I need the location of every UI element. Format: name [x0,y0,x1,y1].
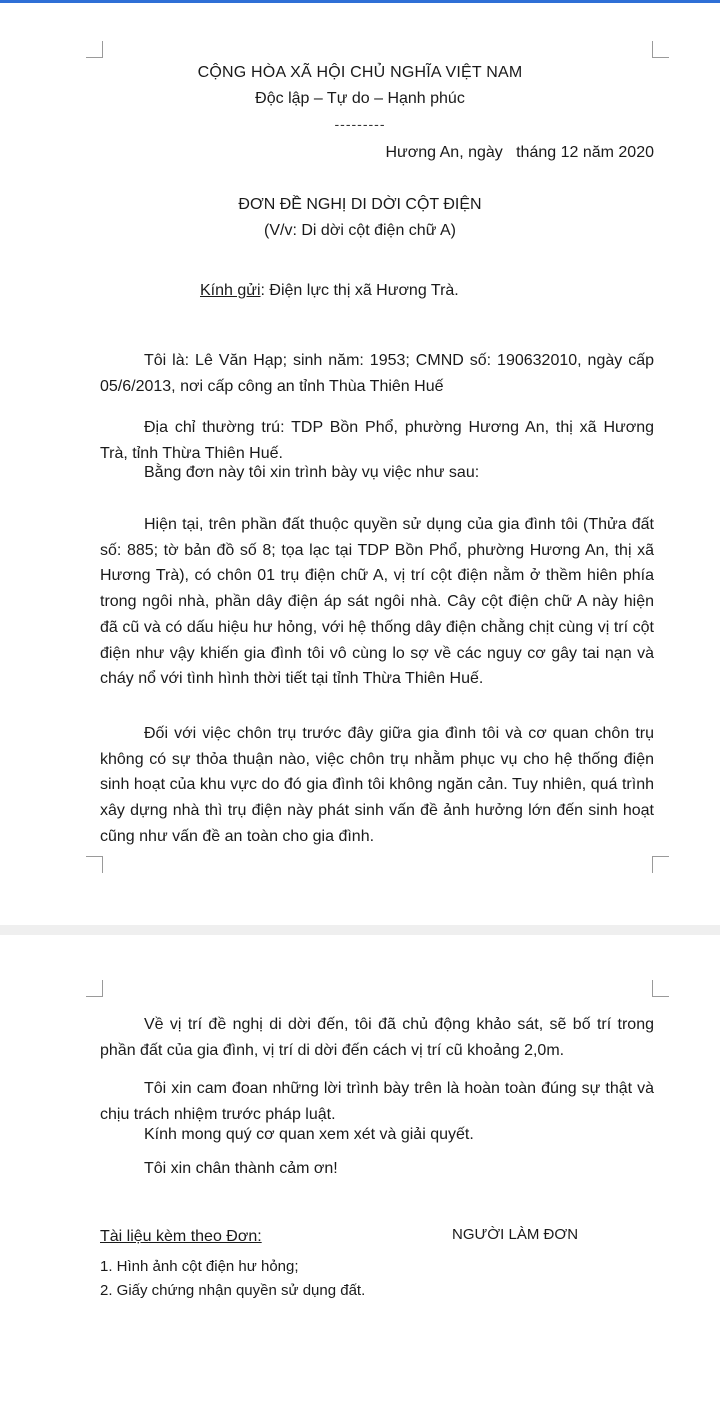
recipient-line [200,282,459,300]
signer-label: NGƯỜI LÀM ĐƠN [452,1226,579,1243]
recipient-label: Kính gửi [200,282,261,299]
paragraph-relocation: Về vị trí đề nghị di dời đến, tôi đã chủ động khảo sát, sẽ bố trí trong phần đất của gia đình, vị trí di dời đến cách vị trí cũ khoảng 2,0m. [100,1016,654,1059]
paragraph-history: Đối với việc chôn trụ trước đây giữa gia đình tôi và cơ quan chôn trụ không có sự thỏa thuận nào, việc chôn trụ nhằm phục vụ cho hệ thống điện sinh hoạt của khu vực do đó gia đình tôi không ngăn cản. Tuy nhiên, quá trình xây dựng nhà thì trụ điện này phát sinh vấn đề ảnh hưởng lớn đến sinh hoạt cũng như vấn đề an toàn cho gia đình. [100,725,654,845]
national-title: CỘNG HÒA XÃ HỘI CHỦ NGHĨA VIỆT NAM [197,64,523,81]
margin-corner-bottom-left [86,856,103,873]
margin-corner-top-left-2 [86,980,103,997]
margin-corner-top-left [86,41,103,58]
document-title: ĐƠN ĐỀ NGHỊ DI DỜI CỘT ĐIỆN [238,196,482,213]
date-line: Hương An, ngày tháng 12 năm 2020 [385,144,654,161]
paragraph-situation: Hiện tại, trên phần đất thuộc quyền sử dụng của gia đình tôi (Thửa đất số: 885; tờ bản đồ số 8; tọa lạc tại TDP Bồn Phổ, phường Hương An, thị xã Hương Trà), có chôn 01 trụ điện chữ A, vị trí cột điện nằm ở thềm hiên phía trong ngôi nhà, phần dây điện áp sát ngôi nhà. Cây cột điện chữ A này hiện đã cũ và có dấu hiệu hư hỏng, với hệ thống dây điện chằng chịt cùng vị trí cột điện như vậy khiến gia đình tôi vô cùng lo sợ về các nguy cơ gây tai nạn và cháy nổ với tình hình thời tiết tại tỉnh Thừa Thiên Huế. [100,516,654,688]
margin-corner-top-right [652,41,669,58]
document-subject: (V/v: Di dời cột điện chữ A) [264,222,456,239]
attachment-item: 1. Hình ảnh cột điện hư hỏng; [100,1258,299,1275]
header-separator: --------- [334,116,386,132]
paragraph-commitment: Tôi xin cam đoan những lời trình bày trên là hoàn toàn đúng sự thật và chịu trách nhiệm trước pháp luật. [100,1080,654,1123]
paragraph-thanks: Tôi xin chân thành cảm ơn! [144,1160,338,1177]
paragraph-address: Địa chỉ thường trú: TDP Bồn Phổ, phường Hương An, thị xã Hương Trà, tỉnh Thừa Thiên Huế. [100,419,654,462]
recipient-value: : Điện lực thị xã Hương Trà. [260,282,459,299]
paragraph-applicant: Tôi là: Lê Văn Hạp; sinh năm: 1953; CMND số: 190632010, ngày cấp 05/6/2013, nơi cấp công an tỉnh Thùa Thiên Huế [100,352,654,395]
page-break [0,925,720,935]
margin-corner-top-right-2 [652,980,669,997]
document-page-2 [0,935,720,1420]
paragraph-intro: Bằng đơn này tôi xin trình bày vụ việc như sau: [144,464,480,481]
paragraph-request: Kính mong quý cơ quan xem xét và giải quyết. [144,1126,474,1143]
margin-corner-bottom-right [652,856,669,873]
national-motto: Độc lập – Tự do – Hạnh phúc [255,90,465,107]
attachment-item: 2. Giấy chứng nhận quyền sử dụng đất. [100,1282,366,1299]
attachments-heading: Tài liệu kèm theo Đơn: [100,1228,262,1245]
